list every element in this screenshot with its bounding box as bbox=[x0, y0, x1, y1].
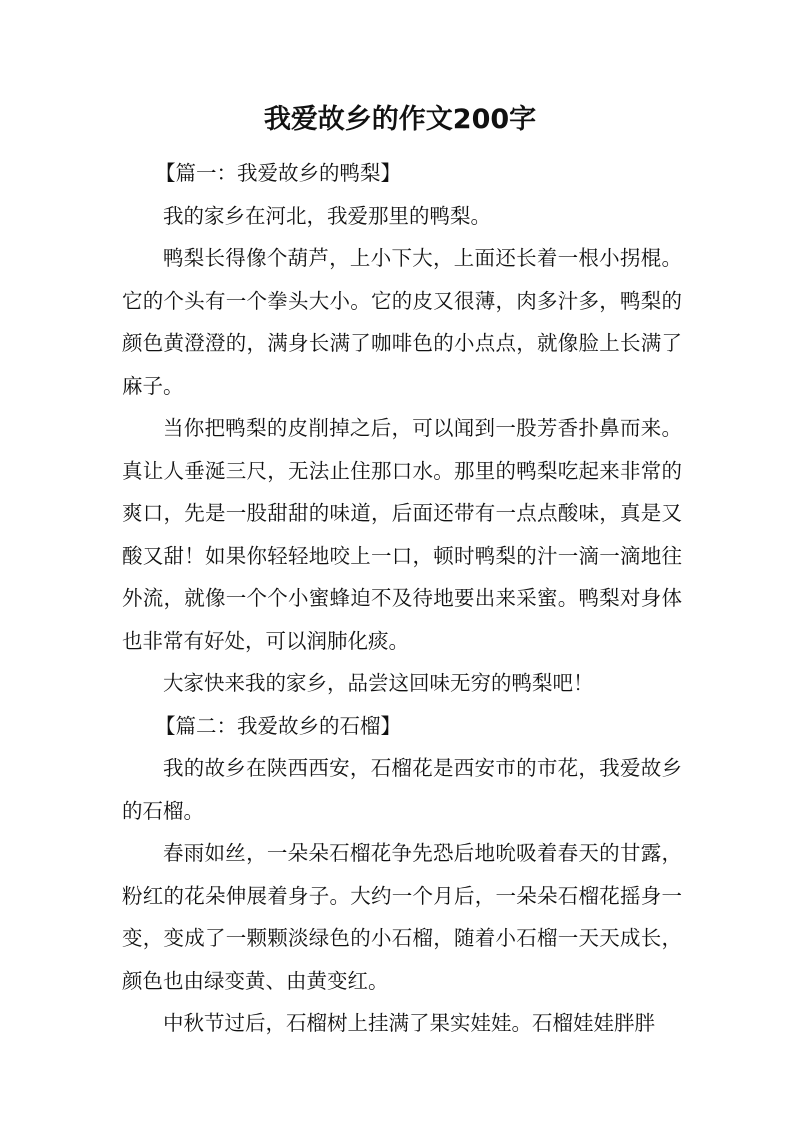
document-title: 我爱故乡的作文200字 bbox=[263, 104, 537, 135]
paragraph: 当你把鸭梨的皮削掉之后，可以闻到一股芳香扑鼻而来。真让人垂涎三尺，无法止住那口水。那里的鸭梨吃起来非常的爽口，先是一股甜甜的味道，后面还带有一点点酸味，真是又酸又甜！如果你轻轻地咬上一口，顿时鸭梨的汁一滴一滴地往外流，就像一个个小蜜蜂迫不及待地要出来采蜜。鸭梨对身体也非常有好处，可以润肺化痰。 bbox=[122, 416, 682, 653]
paragraph: 鸭梨长得像个葫芦，上小下大，上面还长着一根小拐棍。它的个头有一个拳头大小。它的皮又很薄，肉多汁多，鸭梨的颜色黄澄澄的，满身长满了咖啡色的小点点，就像脸上长满了麻子。 bbox=[122, 246, 682, 398]
paragraph: 我的家乡在河北，我爱那里的鸭梨。 bbox=[163, 203, 491, 228]
paragraph: 中秋节过后，石榴树上挂满了果实娃娃。石榴娃娃胖胖 bbox=[163, 1011, 655, 1035]
document-body bbox=[122, 152, 682, 1045]
paragraph: 我的故乡在陕西西安，石榴花是西安市的市花，我爱故乡的石榴。 bbox=[122, 756, 682, 823]
section-heading-pomegranate: 【篇二：我爱故乡的石榴】 bbox=[155, 713, 401, 738]
paragraph: 春雨如丝，一朵朵石榴花争先恐后地吮吸着春天的甘露，粉红的花朵伸展着身子。大约一个月后，一朵朵石榴花摇身一变，变成了一颗颗淡绿色的小石榴，随着小石榴一天天成长，颜色也由绿变黄、由黄变红。 bbox=[122, 841, 682, 993]
section-heading-pear: 【篇一：我爱故乡的鸭梨】 bbox=[155, 161, 401, 185]
paragraph: 大家快来我的家乡，品尝这回味无穷的鸭梨吧！ bbox=[163, 671, 594, 695]
